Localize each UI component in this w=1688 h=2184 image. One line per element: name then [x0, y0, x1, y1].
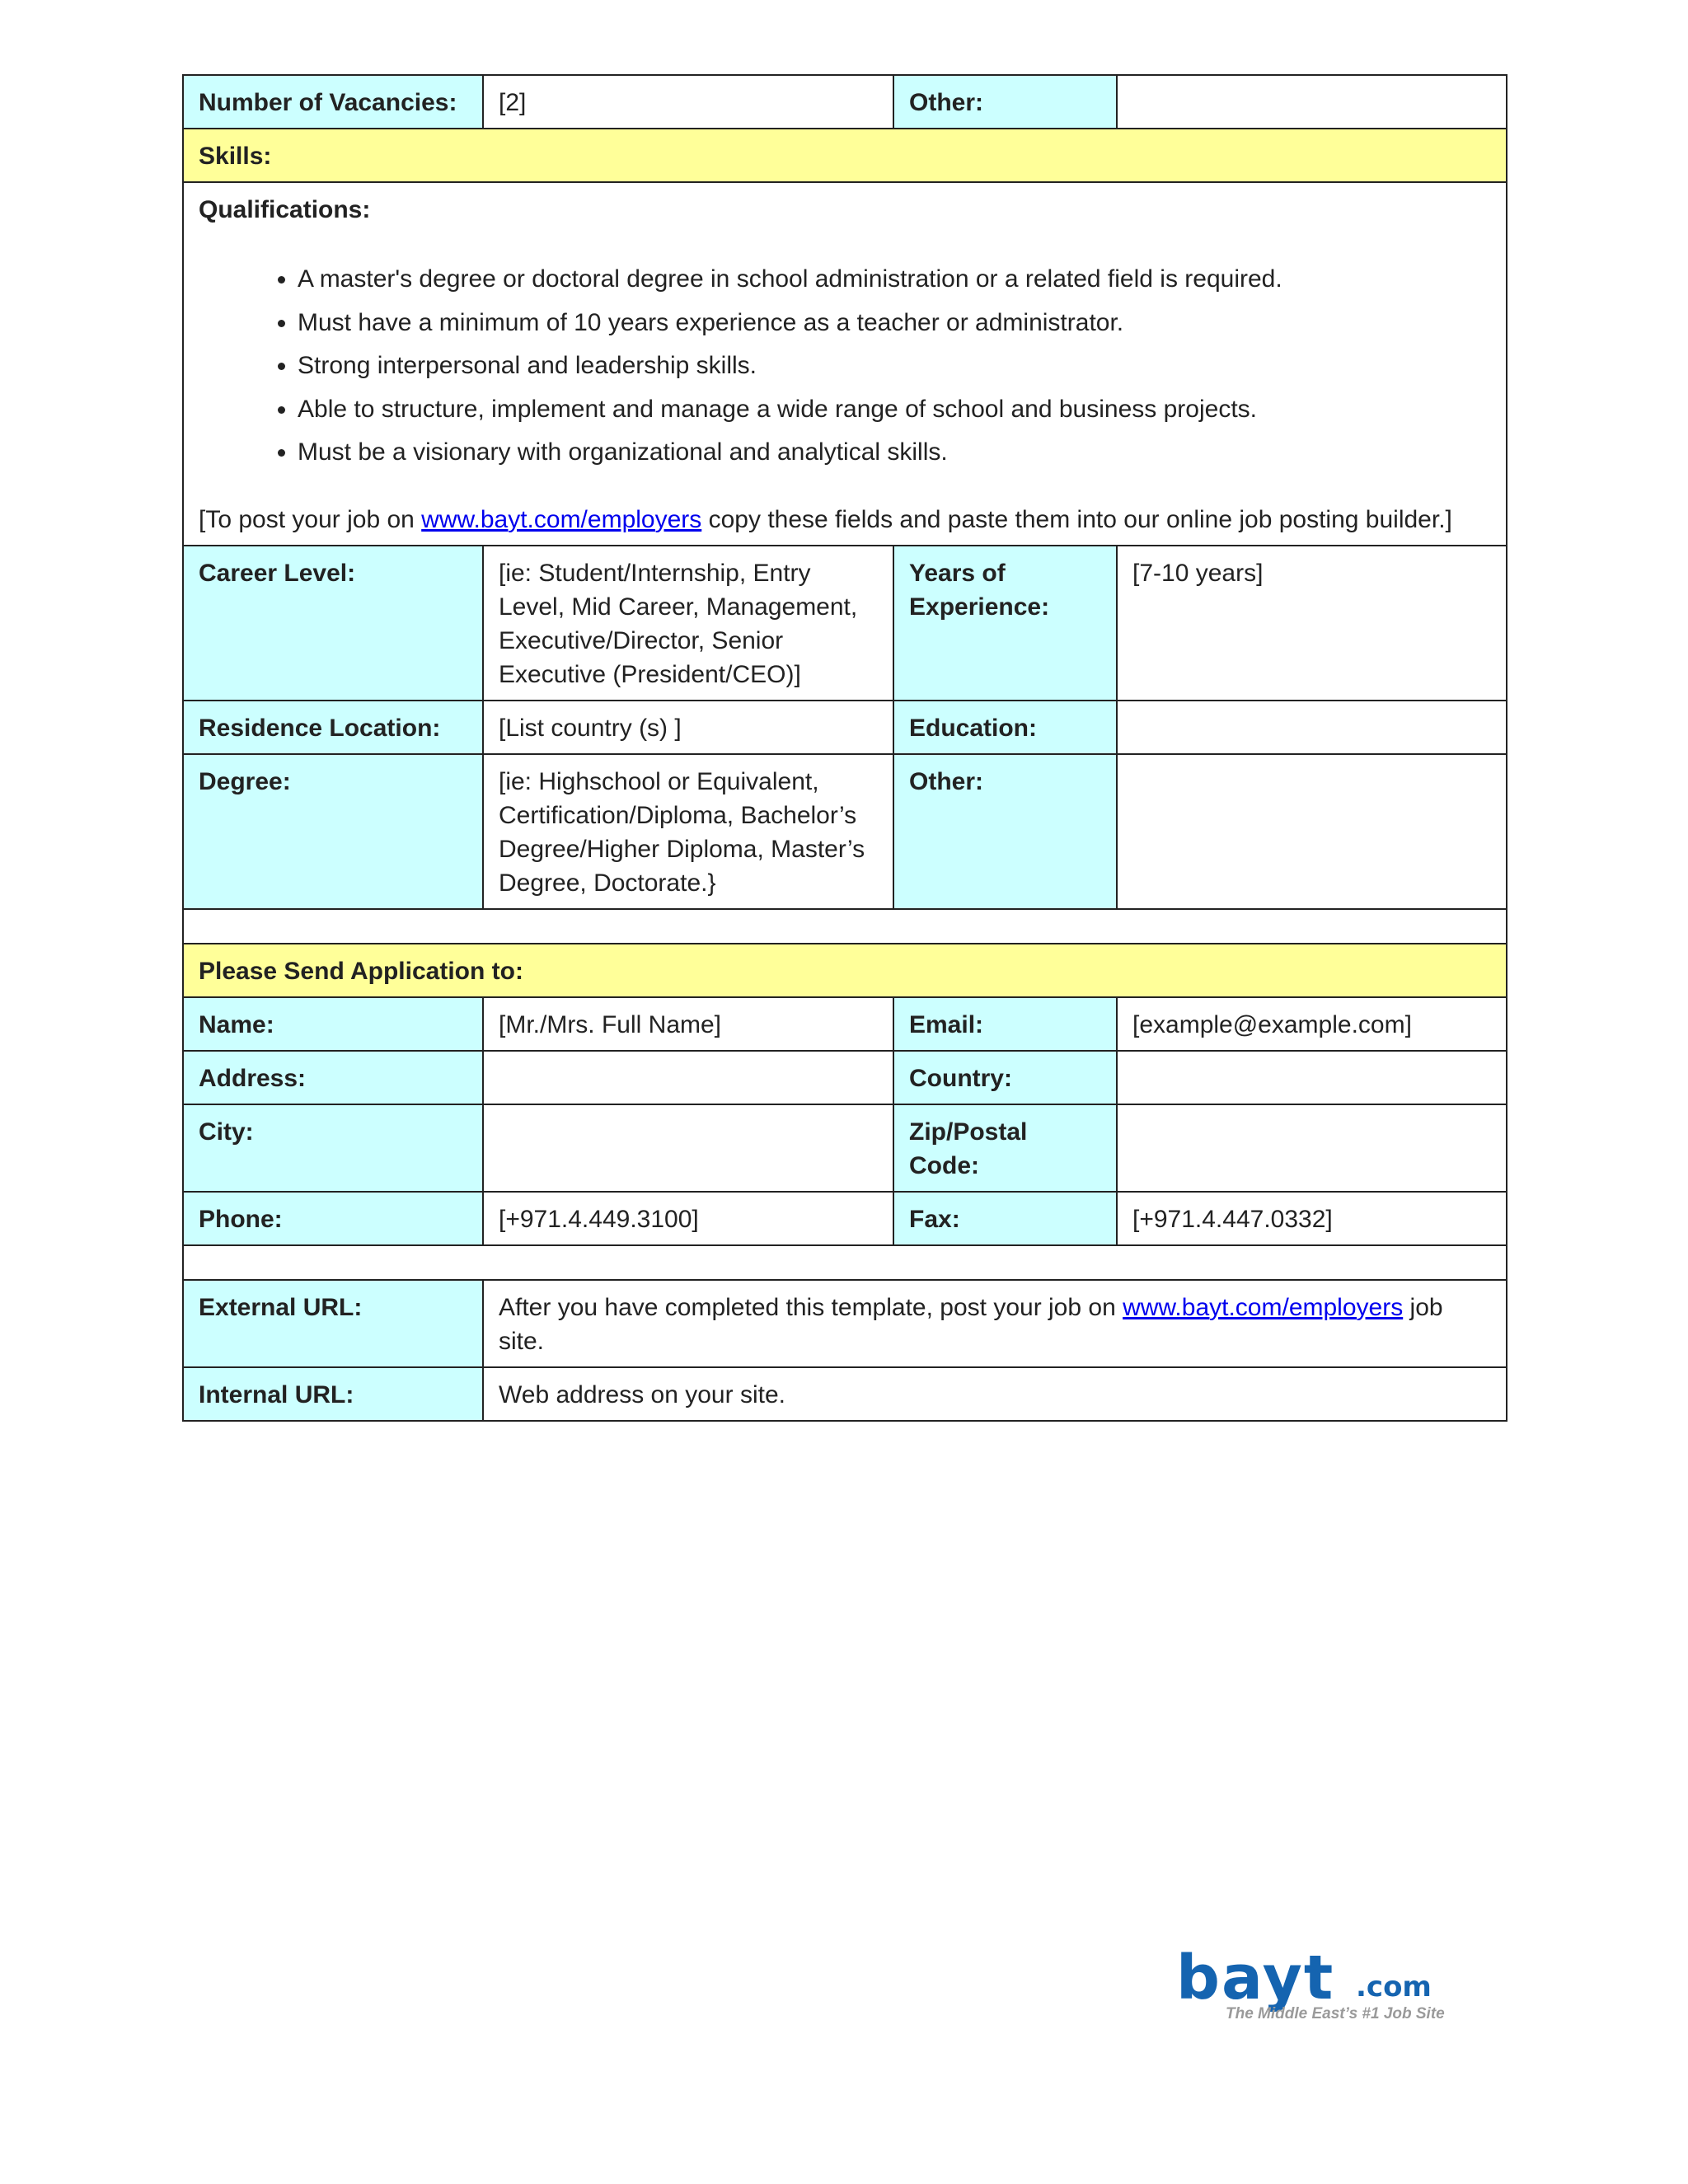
city-row — [183, 1104, 1507, 1192]
bayt-logo-tagline: The Middle East’s #1 Job Site — [1226, 2005, 1445, 2022]
application-header-row — [183, 944, 1507, 997]
list-item: • Able to structure, implement and manage a wide range of school and business projects. — [298, 388, 1491, 432]
external-url-suffix: job site. — [499, 1293, 1443, 1355]
spacer-cell — [183, 1245, 1507, 1280]
address-value[interactable] — [483, 1051, 893, 1104]
qualifications-cell[interactable] — [183, 182, 1507, 546]
application-header: Please Send Application to: — [183, 944, 1507, 997]
email-value[interactable]: [example@example.com] — [1117, 997, 1507, 1051]
list-item: • Must be a visionary with organizational and analytical skills. — [298, 431, 1491, 475]
qualifications-title: Qualifications: — [199, 196, 371, 223]
vacancies-other-value[interactable] — [1117, 75, 1507, 129]
bayt-employers-link[interactable]: www.bayt.com/employers — [1123, 1293, 1404, 1321]
degree-other-value[interactable] — [1117, 754, 1507, 909]
external-url-prefix: After you have completed this template, post your job on — [499, 1293, 1123, 1321]
qualifications-list — [199, 258, 1491, 475]
list-item: • Must have a minimum of 10 years experience as a teacher or administrator. — [298, 302, 1491, 345]
bayt-logo-word: bayt — [1176, 1943, 1335, 2013]
degree-row — [183, 754, 1507, 909]
zip-value[interactable] — [1117, 1104, 1507, 1192]
education-value[interactable] — [1117, 701, 1507, 754]
posting-note-suffix: copy these fields and paste them into our online job posting builder.] — [701, 505, 1452, 533]
phone-row — [183, 1192, 1507, 1245]
skills-header: Skills: — [183, 129, 1507, 182]
career-row — [183, 546, 1507, 701]
qualifications-row — [183, 182, 1507, 546]
list-item: • Strong interpersonal and leadership skills. — [298, 344, 1491, 388]
internal-url-label: Internal URL: — [183, 1367, 483, 1421]
email-label: Email: — [893, 997, 1117, 1051]
skills-row — [183, 129, 1507, 182]
fax-value[interactable]: [+971.4.447.0332] — [1117, 1192, 1507, 1245]
city-label: City: — [183, 1104, 483, 1192]
bayt-logo — [1175, 1943, 1488, 2023]
name-value[interactable]: [Mr./Mrs. Full Name] — [483, 997, 893, 1051]
experience-value[interactable]: [7-10 years] — [1117, 546, 1507, 701]
spacer-row — [183, 909, 1507, 944]
job-posting-form — [182, 74, 1507, 1422]
residence-row — [183, 701, 1507, 754]
phone-value[interactable]: [+971.4.449.3100] — [483, 1192, 893, 1245]
name-row — [183, 997, 1507, 1051]
career-level-value[interactable]: [ie: Student/Internship, Entry Level, Mid Career, Management, Executive/Director, Senior Executive (President/CEO)] — [483, 546, 893, 701]
bayt-employers-link[interactable]: www.bayt.com/employers — [421, 505, 702, 533]
country-value[interactable] — [1117, 1051, 1507, 1104]
vacancies-label: Number of Vacancies: — [183, 75, 483, 129]
degree-other-label: Other: — [893, 754, 1117, 909]
internal-url-value[interactable]: Web address on your site. — [483, 1367, 1507, 1421]
posting-note — [199, 503, 1491, 537]
vacancies-value[interactable]: [2] — [483, 75, 893, 129]
name-label: Name: — [183, 997, 483, 1051]
spacer-cell — [183, 909, 1507, 944]
education-label: Education: — [893, 701, 1117, 754]
fax-label: Fax: — [893, 1192, 1117, 1245]
phone-label: Phone: — [183, 1192, 483, 1245]
bayt-logo-domain: .com — [1356, 1971, 1432, 2004]
vacancies-other-label: Other: — [893, 75, 1117, 129]
address-row — [183, 1051, 1507, 1104]
residence-value[interactable]: [List country (s) ] — [483, 701, 893, 754]
residence-label: Residence Location: — [183, 701, 483, 754]
country-label: Country: — [893, 1051, 1117, 1104]
posting-note-prefix: [To post your job on — [199, 505, 422, 533]
internal-url-row — [183, 1367, 1507, 1421]
degree-value[interactable]: [ie: Highschool or Equivalent, Certification/Diploma, Bachelor’s Degree/Higher Diploma, Master’s Degree, Doctorate.} — [483, 754, 893, 909]
career-level-label: Career Level: — [183, 546, 483, 701]
external-url-label: External URL: — [183, 1280, 483, 1367]
spacer-row — [183, 1245, 1507, 1280]
external-url-value[interactable] — [483, 1280, 1507, 1367]
zip-label: Zip/Postal Code: — [893, 1104, 1117, 1192]
vacancies-row — [183, 75, 1507, 129]
address-label: Address: — [183, 1051, 483, 1104]
experience-label: Years of Experience: — [893, 546, 1117, 701]
city-value[interactable] — [483, 1104, 893, 1192]
degree-label: Degree: — [183, 754, 483, 909]
external-url-row — [183, 1280, 1507, 1367]
list-item: • A master's degree or doctoral degree in school administration or a related field is required. — [298, 258, 1491, 302]
